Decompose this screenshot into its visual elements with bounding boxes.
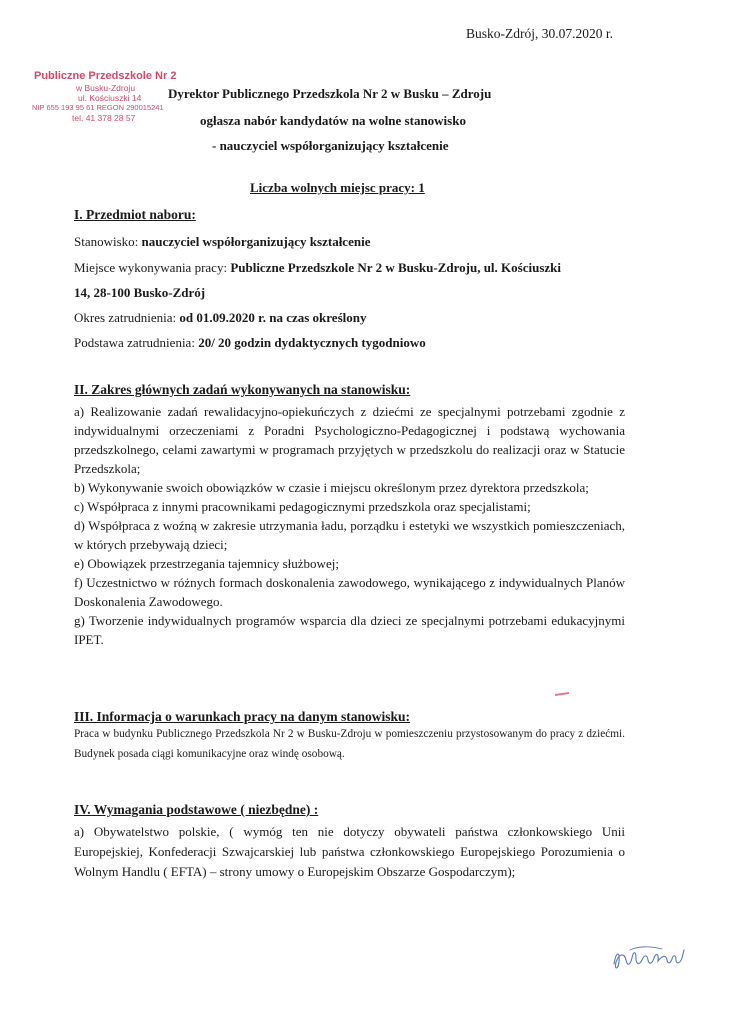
- position-value: nauczyciel współorganizujący kształcenie: [141, 234, 371, 249]
- position-label: Stanowisko:: [74, 234, 142, 249]
- vacancies-count: Liczba wolnych miejsc pracy: 1: [250, 180, 425, 195]
- stamp-street: ul. Kościuszki 14: [78, 93, 142, 103]
- stamp-ids: NIP 655 193 95 61 REGON 290015241: [32, 103, 164, 112]
- position-line: [74, 234, 370, 250]
- section-1-heading: I. Przedmiot naboru:: [74, 207, 196, 222]
- header-line-3: - nauczyciel współorganizujący kształcenie: [212, 138, 449, 153]
- stamp-name: Publiczne Przedszkole Nr 2: [34, 70, 177, 82]
- place-line: [74, 260, 561, 276]
- section-4-list: [74, 822, 625, 882]
- header-line-2: ogłasza nabór kandydatów na wolne stanowisko: [200, 113, 466, 128]
- institution-stamp: [32, 70, 177, 123]
- task-item-f: f) Uczestnictwo w różnych formach doskonalenia zawodowego, wynikającego z indywidualnych Planów Doskonalenia Zawodowego.: [74, 575, 625, 609]
- section-3-text: Praca w budynku Publicznego Przedszkola Nr 2 w Busku-Zdroju w pomieszczeniu przystosowanym do pracy z dziećmi. Budynek posada ciągi komunikacyjne oraz windę osobową.: [74, 728, 625, 760]
- task-item-d: d) Współpraca z woźną w zakresie utrzymania ładu, porządku i estetyki we wszystkich pomieszczeniach, w których przebywają dzieci;: [74, 518, 625, 552]
- task-item-c: c) Współpraca z innymi pracownikami pedagogicznymi przedszkola oraz specjalistami;: [74, 499, 531, 514]
- section-3-heading: III. Informacja o warunkach pracy na danym stanowisku:: [74, 709, 411, 724]
- section-2-heading: II. Zakres głównych zadań wykonywanych na stanowisku:: [74, 382, 411, 397]
- header-line-1: Dyrektor Publicznego Przedszkola Nr 2 w Busku – Zdroju: [168, 86, 492, 101]
- requirement-item-a: a) Obywatelstwo polskie, ( wymóg ten nie dotyczy obywateli państwa członkowskiego Unii Europejskiej, Konfederacji Szwajcarskiej lub państwa członkowskiego Europejskiego Porozumienia o Wolnym Handlu ( EFTA) – strony umowy o Europejskim Obszarze Gospodarczym);: [74, 824, 625, 879]
- signature: [610, 942, 690, 976]
- section-4-heading: IV. Wymagania podstawowe ( niezbędne) :: [74, 802, 319, 817]
- task-item-a: a) Realizowanie zadań rewalidacyjno-opiekuńczych z dziećmi ze specjalnymi potrzebami zgodnie z indywidualnymi orzeczeniami z Poradni Psychologiczno-Pedagogicznej i podstawą wychowania przedszkolnego, celami zawartymi w programach przyjętych w przedszkolu do realizacji oraz w Statucie Przedszkola;: [74, 404, 625, 476]
- place-value: Publiczne Przedszkole Nr 2 w Busku-Zdroju, ul. Kościuszki: [230, 260, 561, 275]
- document-date: Busko-Zdrój, 30.07.2020 r.: [466, 26, 613, 41]
- place-value-2: 14, 28-100 Busko-Zdrój: [74, 285, 206, 300]
- place-line-2: [74, 285, 205, 301]
- basis-line: [74, 335, 426, 351]
- period-value: od 01.09.2020 r. na czas określony: [179, 310, 367, 325]
- basis-label: Podstawa zatrudnienia:: [74, 335, 199, 350]
- stamp-phone: tel. 41 378 28 57: [72, 113, 136, 123]
- task-item-e: e) Obowiązek przestrzegania tajemnicy służbowej;: [74, 556, 339, 571]
- section-2-list: [74, 402, 625, 649]
- stamp-city: w Busku-Zdroju: [76, 83, 136, 93]
- task-item-b: b) Wykonywanie swoich obowiązków w czasie i miejscu określonym przez dyrektora przedszkola;: [74, 480, 589, 495]
- basis-value: 20/ 20 godzin dydaktycznych tygodniowo: [198, 335, 426, 350]
- task-item-g: g) Tworzenie indywidualnych programów wsparcia dla dzieci ze specjalnymi potrzebami edukacyjnymi IPET.: [74, 613, 625, 647]
- stray-mark: [555, 692, 569, 696]
- place-label: Miejsce wykonywania pracy:: [74, 260, 231, 275]
- period-label: Okres zatrudnienia:: [74, 310, 180, 325]
- period-line: [74, 310, 366, 326]
